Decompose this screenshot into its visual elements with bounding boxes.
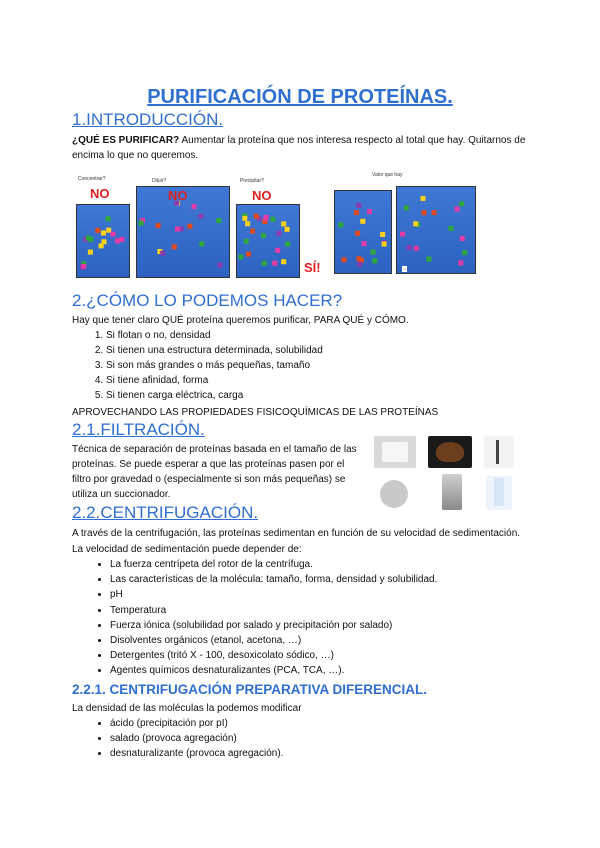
- particle: [192, 204, 197, 209]
- particle: [432, 210, 437, 215]
- list-item: • ácido (precipitación por pI): [110, 716, 283, 731]
- particle: [459, 201, 464, 206]
- particle: [357, 262, 362, 267]
- particle: [95, 228, 100, 233]
- particle: [262, 261, 267, 266]
- particle: [356, 256, 361, 261]
- particle: [88, 250, 93, 255]
- particle: [281, 221, 286, 226]
- list-item: • pH: [110, 587, 437, 602]
- particle: [160, 251, 165, 256]
- list-item: • Temperatura: [110, 603, 437, 618]
- particle: [244, 239, 249, 244]
- particle: [460, 236, 465, 241]
- list-item: • Las características de la molécula: tamaño, forma, densidad y solubilidad.: [110, 572, 437, 587]
- particle: [281, 259, 286, 264]
- particle: [81, 264, 86, 269]
- particle: [380, 232, 385, 237]
- list-item: 2. Si tienen una estructura determinada, solubilidad: [106, 343, 323, 358]
- como-intro: Hay que tener claro QUÉ proteína queremos purificar, PARA QUÉ y CÓMO.: [72, 315, 409, 326]
- particle: [261, 233, 266, 238]
- particle: [254, 214, 259, 219]
- particle: [106, 216, 111, 221]
- label-no-3: NO: [252, 188, 272, 203]
- intro-text: Aumentar la proteína que nos interesa respecto al total que hay. Quitarnos de encima lo que no queremos.: [72, 135, 526, 161]
- particle: [338, 222, 343, 227]
- particle: [216, 218, 221, 223]
- photo-vacuum-flask: [442, 474, 462, 510]
- particle: [372, 258, 377, 263]
- particle: [156, 223, 161, 228]
- list-item: 5. Si tienen carga eléctrica, carga: [106, 388, 323, 403]
- particle: [448, 226, 453, 231]
- label-no-2: NO: [168, 188, 188, 203]
- photo-filter-paper: [374, 436, 416, 468]
- particle: [455, 207, 460, 212]
- particle: [238, 254, 243, 259]
- list-item: • Disolventes orgánicos (etanol, acetona, …): [110, 633, 437, 648]
- heading-introduccion: 1.INTRODUCCIÓN.: [72, 110, 224, 129]
- particle: [275, 248, 280, 253]
- tag-concentrar: Concentrar?: [78, 176, 106, 182]
- list-item: • La fuerza centrípeta del rotor de la centrífuga.: [110, 557, 437, 572]
- particle: [270, 217, 275, 222]
- list-item: • Detergentes (tritó X - 100, desoxicolato sódico, …): [110, 648, 437, 663]
- preparativa-text: La densidad de las moléculas la podemos modificar: [72, 703, 302, 714]
- centrifugacion-text-2: La velocidad de sedimentación puede depender de:: [72, 544, 302, 555]
- list-item: • desnaturalizante (provoca agregación).: [110, 746, 283, 761]
- list-item: • salado (provoca agregación): [110, 731, 283, 746]
- purification-figure: [72, 168, 532, 278]
- particle: [367, 209, 372, 214]
- particle: [119, 237, 124, 242]
- particle: [106, 228, 111, 233]
- particle: [199, 214, 204, 219]
- particle: [263, 216, 268, 221]
- list-item: • Agentes químicos desnaturalizantes (PCA, TCA, …).: [110, 663, 437, 678]
- particle: [413, 221, 418, 226]
- tag-precipitar: Precipitar?: [240, 178, 264, 184]
- particle: [355, 231, 360, 236]
- particle: [360, 219, 365, 224]
- list-item: 4. Si tiene afinidad, forma: [106, 373, 323, 388]
- photo-metal-funnel: [380, 480, 408, 508]
- particle: [400, 232, 405, 237]
- particle: [426, 257, 431, 262]
- tag-valor: Valor que hay: [372, 172, 403, 178]
- particle: [250, 229, 255, 234]
- particle: [102, 239, 107, 244]
- filtracion-text: Técnica de separación de proteínas basada en el tamaño de las proteínas. Se puede esperar a que las proteínas pasen por el filtro por gravedad o (especialmente si son más pequeñas) se utiliza un succionador.: [72, 444, 357, 500]
- label-si: SÍ!: [304, 260, 321, 275]
- particle: [217, 263, 222, 268]
- particle: [139, 221, 144, 226]
- particle: [462, 250, 467, 255]
- particle: [407, 245, 412, 250]
- particle: [86, 236, 91, 241]
- list-item: 1. Si flotan o no, densidad: [106, 328, 323, 343]
- particle: [354, 210, 359, 215]
- particle: [414, 246, 419, 251]
- particle: [458, 260, 463, 265]
- particle: [111, 232, 116, 237]
- tag-arrow: →: [402, 266, 407, 272]
- particle: [187, 224, 192, 229]
- particle: [356, 203, 361, 208]
- particle: [272, 261, 277, 266]
- particle: [242, 216, 247, 221]
- particle: [342, 257, 347, 262]
- list-item: • Fuerza iónica (solubilidad por salado y precipitación por salado): [110, 618, 437, 633]
- particle: [172, 244, 177, 249]
- intro-paragraph: [72, 133, 532, 163]
- particles: [72, 168, 532, 278]
- heading-preparativa: 2.2.1. CENTRIFUGACIÓN PREPARATIVA DIFERENCIAL.: [72, 682, 428, 697]
- label-no-1: NO: [90, 186, 110, 201]
- intro-question: ¿QUÉ ES PURIFICAR?: [72, 135, 180, 146]
- particle: [285, 242, 290, 247]
- particle: [199, 241, 204, 246]
- particle: [371, 250, 376, 255]
- page-title: PURIFICACIÓN DE PROTEÍNAS.: [147, 86, 453, 108]
- photo-funnel-stand: [484, 436, 514, 468]
- centrifugacion-list: [72, 557, 437, 679]
- particle: [285, 227, 290, 232]
- photo-coffee-filter: [428, 436, 472, 468]
- particle: [246, 252, 251, 257]
- particle: [382, 242, 387, 247]
- heading-como: 2.¿CÓMO LO PODEMOS HACER?: [72, 291, 343, 310]
- particle: [422, 210, 427, 215]
- como-closing: APROVECHANDO LAS PROPIEDADES FISICOQUÍMICAS DE LAS PROTEÍNAS: [72, 407, 439, 418]
- particle: [421, 196, 426, 201]
- list-item: 3. Si son más grandes o más pequeñas, tamaño: [106, 358, 323, 373]
- particle: [101, 231, 106, 236]
- tag-diluir: Diluir?: [152, 178, 167, 184]
- heading-centrifugacion: 2.2.CENTRIFUGACIÓN.: [72, 503, 259, 522]
- particle: [404, 205, 409, 210]
- particle: [245, 221, 250, 226]
- particle: [115, 238, 120, 243]
- particle: [175, 227, 180, 232]
- heading-filtracion: 2.1.FILTRACIÓN.: [72, 420, 205, 439]
- photo-glass-funnel: [486, 476, 512, 510]
- centrifugacion-text-1: A través de la centrifugación, las proteínas sedimentan en función de su velocidad de sedimentación.: [72, 528, 521, 539]
- particle: [362, 241, 367, 246]
- como-list: [72, 328, 323, 403]
- preparativa-list: [72, 716, 283, 762]
- particle: [276, 231, 281, 236]
